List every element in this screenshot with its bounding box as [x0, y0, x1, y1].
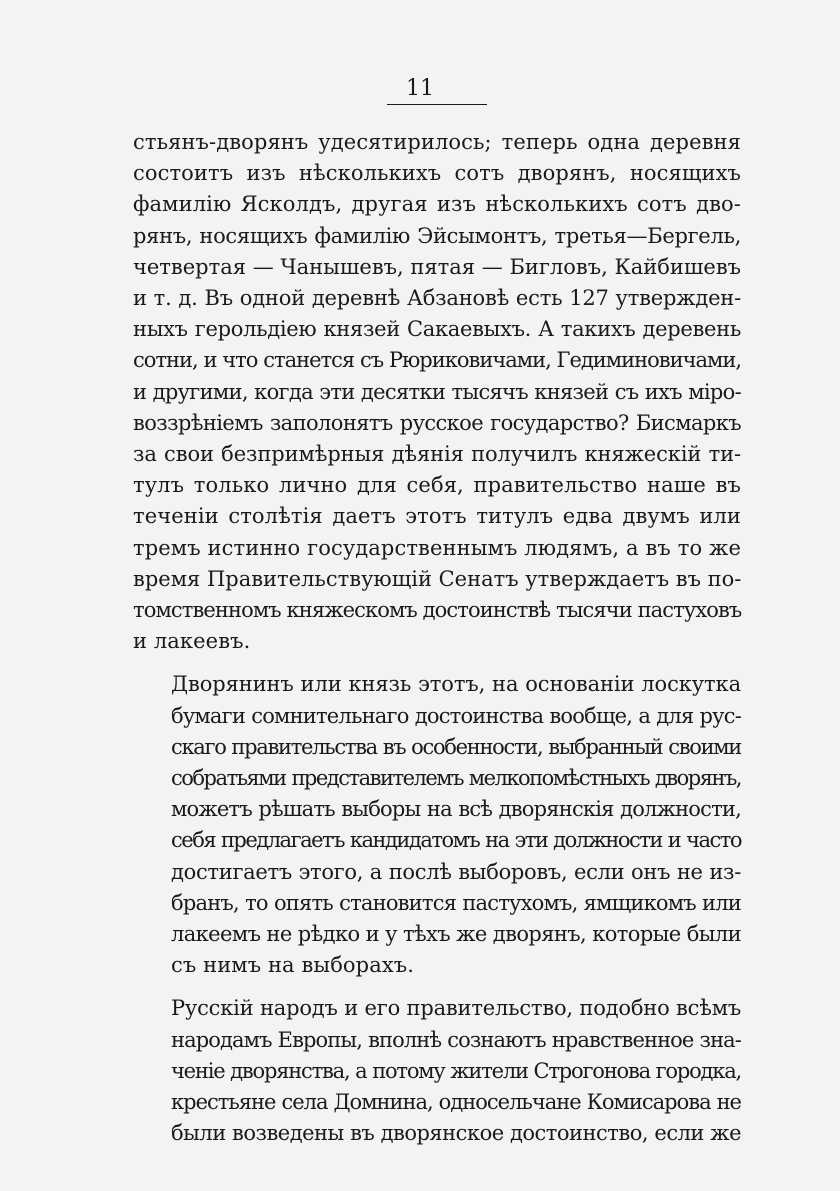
text-line: Русскій народъ и его правительство, подобно всѣмъ: [171, 996, 741, 1021]
text-line: лакеемъ не рѣдко и у тѣхъ же дворянъ, которые были: [171, 922, 741, 947]
text-line: Дворянинъ или князь этотъ, на основаніи лоскутка: [171, 672, 741, 697]
text-line: крестьяне села Домнина, односельчане Комисарова не: [171, 1090, 741, 1115]
text-line: за свои безпримѣрныя дѣянія получилъ княжескій ти-: [133, 442, 741, 467]
paragraph: [133, 669, 741, 981]
text-line: состоитъ изъ нѣсколькихъ сотъ дворянъ, носящихъ: [133, 161, 741, 186]
text-line: достигаетъ этого, а послѣ выборовъ, если онъ не из-: [171, 859, 741, 884]
text-line: собратьями представителемъ мелкопомѣстныхъ дворянъ,: [171, 766, 741, 791]
text-line: время Правительствующій Сенатъ утверждаетъ въ по-: [133, 566, 742, 591]
text-line: и другими, когда эти десятки тысячъ князей съ ихъ міро-: [133, 379, 741, 404]
text-line: можетъ рѣшать выборы на всѣ дворянскія должности,: [171, 797, 741, 822]
text-line: теченіи столѣтія даетъ этотъ титулъ едва двумъ или: [133, 504, 741, 529]
paragraph: [133, 993, 741, 1149]
body-text: [133, 127, 741, 1162]
text-line: четвертая — Чанышевъ, пятая — Бигловъ, Кайбишевъ: [133, 254, 741, 279]
text-line: бумаги сомнительнаго достоинства вообще, а для рус-: [171, 703, 741, 728]
text-line: фамилію Ясколдъ, другая изъ нѣсколькихъ сотъ дво-: [133, 192, 741, 217]
text-line: воззрѣніемъ заполонятъ русское государство? Бисмаркъ: [133, 410, 741, 435]
text-line: тремъ истинно государственнымъ людямъ, а въ то же: [133, 535, 741, 560]
text-line: тулъ только лично для себя, правительство наше въ: [133, 473, 741, 498]
text-line: сотни, и что станется съ Рюриковичами, Гедиминовичами,: [133, 348, 741, 373]
text-line: рянъ, носящихъ фамилію Эйсымонтъ, третья—Бергель,: [133, 223, 741, 248]
text-line: и лакеевъ.: [133, 629, 251, 654]
text-line: народамъ Европы, вполнѣ сознаютъ нравственное зна-: [171, 1027, 741, 1052]
page-number: 11: [406, 76, 434, 101]
text-line: томственномъ княжескомъ достоинствѣ тысячи пастуховъ: [133, 598, 742, 623]
text-line: себя предлагаетъ кандидатомъ на эти должности и часто: [171, 828, 741, 853]
text-line: бранъ, то опять становится пастухомъ, ямщикомъ или: [171, 890, 741, 915]
text-line: ныхъ герольдіею князей Сакаевыхъ. А такихъ деревень: [133, 317, 741, 342]
page-number-rule: [387, 104, 487, 105]
text-line: и т. д. Въ одной деревнѣ Абзановѣ есть 127 утвержден-: [133, 286, 741, 311]
text-line: скаго правительства въ особенности, выбранный своими: [171, 734, 741, 759]
paragraph: [133, 127, 741, 657]
text-line: съ нимъ на выборахъ.: [171, 953, 415, 978]
text-line: ченіе дворянства, а потому жители Строгонова городка,: [171, 1058, 741, 1083]
text-line: были возведены въ дворянское достоинство, если же: [171, 1121, 741, 1146]
text-line: стьянъ-дворянъ удесятирилось; теперь одна деревня: [133, 130, 741, 154]
